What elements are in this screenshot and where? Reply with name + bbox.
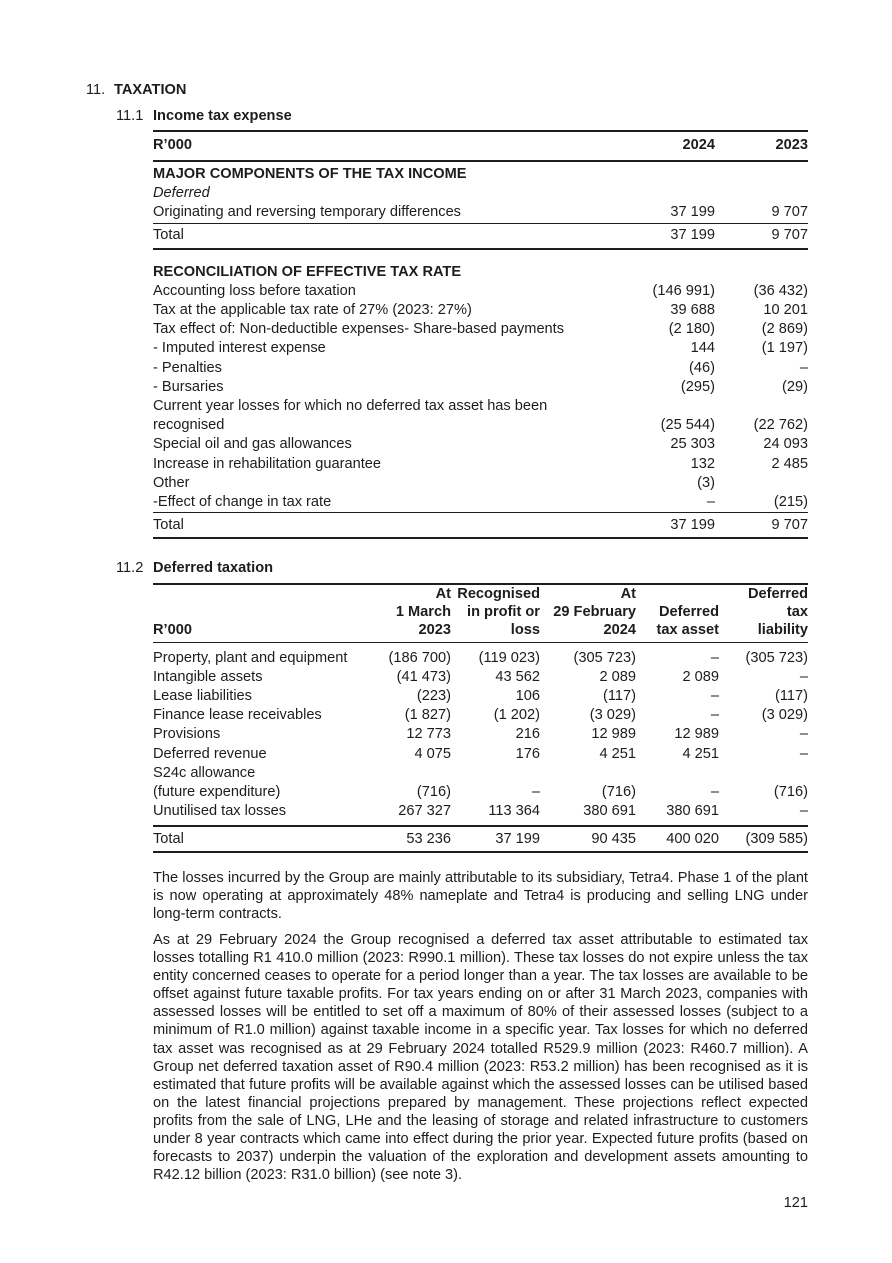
value-2024: – — [706, 494, 715, 511]
value-recognised: (1 202) — [493, 707, 540, 724]
value-at-1-march: 4 075 — [414, 745, 451, 762]
value-2024: 25 303 — [670, 436, 715, 453]
value-deferred-tax-liability: – — [799, 803, 808, 820]
value-at-1-march: (716) — [416, 783, 451, 800]
major-total-2023: 9 707 — [771, 227, 808, 243]
value-deferred-tax-asset: – — [710, 649, 719, 666]
value-at-29-february: 12 989 — [591, 726, 636, 743]
value-at-1-march: (223) — [416, 687, 451, 704]
value-recognised: 113 364 — [488, 803, 540, 820]
col-header-2024: 2024 — [682, 137, 715, 154]
row-label: Unutilised tax losses — [153, 803, 287, 820]
row-label: Intangible assets — [153, 668, 263, 685]
value-at-29-february: (117) — [603, 687, 636, 704]
row-label: Special oil and gas allowances — [153, 436, 352, 453]
total-at-1-march: 53 236 — [406, 830, 451, 847]
value-2024: (146 991) — [652, 282, 715, 299]
value-2024 — [633, 397, 721, 416]
row-label: Originating and reversing temporary differences — [153, 204, 461, 221]
note-paragraph-1: The losses incurred by the Group are mainly attributable to its subsidiary, Tetra4. Phase 1 of the plant is now operating at approximately 48% nameplate and Tetra4 is producing and selling LNG under long-term contracts. — [153, 870, 808, 923]
value-at-29-february — [540, 764, 636, 783]
recon-total-2023: 9 707 — [771, 516, 808, 533]
table-row — [153, 687, 808, 706]
value-deferred-tax-liability: (305 723) — [745, 649, 808, 666]
recon-total-2024: 37 199 — [670, 516, 715, 533]
value-at-1-march — [387, 764, 451, 783]
row-label: Accounting loss before taxation — [153, 282, 356, 299]
value-deferred-tax-liability: (3 029) — [761, 707, 808, 724]
value-deferred-tax-liability: – — [799, 726, 808, 743]
row-label: Other — [153, 474, 190, 491]
table-row — [153, 282, 808, 301]
reconciliation-title: RECONCILIATION OF EFFECTIVE TAX RATE — [153, 263, 462, 280]
table-row — [153, 455, 808, 474]
value-2024: (2 180) — [668, 321, 715, 338]
value-2024: (25 544) — [660, 417, 715, 434]
table-row — [153, 320, 808, 339]
row-label: Property, plant and equipment — [153, 649, 348, 666]
value-deferred-tax-liability: (716) — [773, 783, 808, 800]
value-2023: (29) — [782, 378, 808, 395]
row-label: Increase in rehabilitation guarantee — [153, 455, 381, 472]
value-2023: 10 201 — [763, 302, 808, 319]
value-at-29-february: (3 029) — [589, 707, 636, 724]
value-recognised — [451, 764, 540, 783]
value-deferred-tax-asset: 380 691 — [666, 803, 719, 820]
col-header-recognised-in-profit: Recognised in profit or loss — [457, 586, 540, 638]
value-at-1-march: (41 473) — [396, 668, 451, 685]
col-header-at-1-march-2023: At 1 March 2023 — [395, 586, 451, 638]
col-header-2023: 2023 — [775, 137, 808, 154]
value-recognised: 176 — [515, 745, 540, 762]
major-total-2024: 37 199 — [670, 227, 715, 243]
row-label: - Bursaries — [153, 378, 224, 395]
recon-total-label: Total — [153, 516, 184, 533]
table-row — [153, 493, 808, 513]
value-deferred-tax-asset: – — [710, 707, 719, 724]
col-header-deferred-tax-liability: Deferred tax liability — [747, 586, 808, 638]
value-at-1-march: 267 327 — [398, 803, 451, 820]
table-row — [153, 359, 808, 378]
value-2023: 9 707 — [771, 204, 808, 221]
value-2023 — [721, 474, 808, 493]
income-tax-table — [153, 130, 808, 539]
value-at-29-february: 2 089 — [599, 668, 636, 685]
row-label: (future expenditure) — [153, 783, 281, 800]
value-deferred-tax-asset — [636, 764, 719, 783]
value-2024: 132 — [690, 455, 715, 472]
value-at-1-march: (1 827) — [404, 707, 451, 724]
value-deferred-tax-asset: 2 089 — [682, 668, 719, 685]
total-deferred-tax-asset: 400 020 — [666, 830, 719, 847]
major-total-label: Total — [153, 227, 184, 243]
table-row — [153, 649, 808, 668]
value-recognised: 43 562 — [495, 668, 540, 685]
row-label: Tax effect of: Non-deductible expenses- Share-based payments — [153, 321, 565, 338]
subsection-title-deferred-taxation: Deferred taxation — [153, 560, 274, 576]
table-row — [153, 474, 808, 493]
value-2023: – — [799, 359, 808, 376]
major-components-title: MAJOR COMPONENTS OF THE TAX INCOME — [153, 166, 467, 182]
value-2023: (1 197) — [761, 340, 808, 357]
row-label: Lease liabilities — [153, 687, 252, 704]
value-deferred-tax-liability: – — [799, 668, 808, 685]
table-row — [153, 706, 808, 725]
col-header-deferred-tax-asset: Deferred tax asset — [656, 604, 719, 638]
row-label: -Effect of change in tax rate — [153, 494, 332, 511]
value-2024: (295) — [680, 378, 715, 395]
section-title: TAXATION — [114, 82, 187, 98]
value-2023: (36 432) — [753, 282, 808, 299]
value-deferred-tax-asset: 4 251 — [682, 745, 719, 762]
value-at-1-march: (186 700) — [388, 649, 451, 666]
table-row — [153, 802, 808, 826]
row-label: Provisions — [153, 726, 221, 743]
value-2023: (2 869) — [761, 321, 808, 338]
value-deferred-tax-asset: 12 989 — [674, 726, 719, 743]
deferred-total-label: Total — [153, 830, 184, 847]
value-2024: 144 — [690, 340, 715, 357]
subsection-title-income-tax: Income tax expense — [153, 108, 292, 124]
row-label: - Imputed interest expense — [153, 340, 326, 357]
value-recognised: – — [531, 783, 540, 800]
table-row — [153, 435, 808, 454]
total-at-29-february: 90 435 — [591, 830, 636, 847]
table-row — [153, 725, 808, 744]
value-deferred-tax-liability: (117) — [775, 687, 808, 704]
section-number: 11. — [86, 82, 106, 98]
table-row — [153, 745, 808, 764]
value-deferred-tax-liability: – — [799, 745, 808, 762]
value-recognised: 216 — [515, 726, 540, 743]
value-2024: 37 199 — [670, 204, 715, 221]
subsection-number-11-1: 11.1 — [116, 108, 144, 124]
row-label: - Penalties — [153, 359, 222, 376]
table-row — [153, 397, 808, 416]
value-at-29-february: 4 251 — [599, 745, 636, 762]
value-deferred-tax-liability — [719, 764, 808, 783]
subsection-number-11-2: 11.2 — [116, 560, 144, 576]
table-row — [153, 416, 808, 435]
value-deferred-tax-asset: – — [710, 783, 719, 800]
value-2023 — [721, 397, 808, 416]
row-label: recognised — [153, 417, 225, 434]
value-recognised: (119 023) — [478, 649, 540, 666]
row-label: Current year losses for which no deferred tax asset has been — [153, 398, 548, 415]
value-2023: 24 093 — [763, 436, 808, 453]
note-paragraph-2: As at 29 February 2024 the Group recognised a deferred tax asset attributable to estimated tax losses totalling R1 410.0 million (2023: R990.1 million). These tax losses do not expire unless the tax entity concerned ceases to operate for a period longer than a year. The tax losses are available to be offset against future taxable profits. For tax years ending on or after 31 March 2023, companies with assessed losses will be entitled to set off a maximum of 80% of their assessed losses (subject to a minimum of R1.0 million) against taxable income in a specific year. Tax losses for which no deferred tax asset was recognised as at 29 February 2024 totalled R529.9 million (2023: R460.7 million). A Group net deferred taxation asset of R90.4 million (2023: R53.2 million) has been recognised as it is estimated that future profits will be available against which the assessed losses can be utilised based on the latest financial projections prepared by management. These projections reflect expected profits from the sale of LNG, LHe and the leasing of storage and related infrastructure to customers under 8 year contracts which came into effect during the prior year. Expected future profits (based on forecasts to 2037) underpin the valuation of the exploration and development assets amounting to R42.12 billion (2023: R31.0 billion) (see note 3). — [153, 932, 808, 1184]
value-2023: (22 762) — [753, 417, 808, 434]
row-label: Tax at the applicable tax rate of 27% (2023: 27%) — [153, 302, 472, 319]
total-deferred-tax-liability: (309 585) — [745, 830, 808, 847]
value-at-29-february: (716) — [601, 783, 636, 800]
unit-header: R’000 — [153, 622, 192, 638]
total-recognised: 37 199 — [495, 830, 540, 847]
table-row — [153, 764, 808, 783]
table-row — [153, 301, 808, 320]
value-at-29-february: 380 691 — [583, 803, 636, 820]
value-2023: 2 485 — [771, 455, 808, 472]
value-2024: (3) — [697, 474, 715, 491]
value-recognised: 106 — [515, 687, 540, 704]
table-row — [153, 668, 808, 687]
table-row — [153, 203, 808, 223]
value-at-29-february: (305 723) — [573, 649, 636, 666]
value-2024: 39 688 — [670, 302, 715, 319]
value-2023: (215) — [773, 494, 808, 511]
table-row — [153, 783, 808, 802]
value-at-1-march: 12 773 — [406, 726, 451, 743]
row-label: S24c allowance — [153, 764, 256, 781]
value-deferred-tax-asset: – — [710, 687, 719, 704]
deferred-label: Deferred — [153, 185, 210, 202]
page-number: 121 — [783, 1195, 808, 1211]
value-2024: (46) — [689, 359, 715, 376]
unit-header: R’000 — [153, 137, 192, 154]
deferred-taxation-table — [153, 583, 808, 853]
row-label: Deferred revenue — [153, 745, 267, 762]
row-label: Finance lease receivables — [153, 707, 322, 724]
col-header-at-29-february-2024: At 29 February 2024 — [553, 586, 636, 638]
table-row — [153, 378, 808, 397]
table-row — [153, 339, 808, 358]
